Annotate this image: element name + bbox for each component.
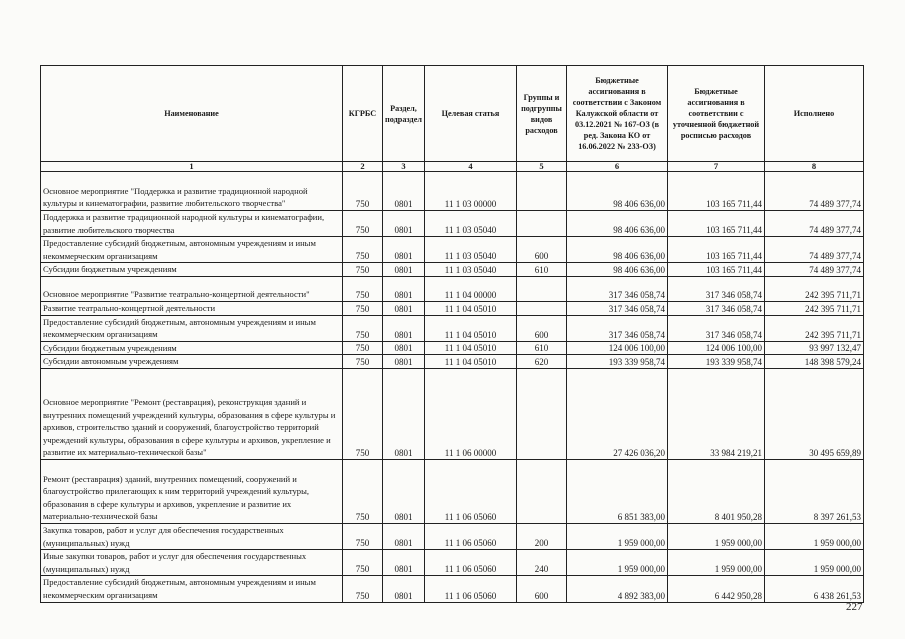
table-row <box>41 263 864 277</box>
cell-name: Развитие театрально-концертной деятельности <box>41 301 343 315</box>
cell-razdel: 0801 <box>383 276 425 301</box>
col-number: 5 <box>517 162 567 172</box>
table-row <box>41 368 864 459</box>
cell-rospis: 193 339 958,74 <box>668 355 765 369</box>
table-row <box>41 276 864 301</box>
table-row <box>41 523 864 549</box>
cell-rospis: 1 959 000,00 <box>668 523 765 549</box>
cell-rospis: 103 165 711,44 <box>668 237 765 263</box>
cell-statya: 11 1 03 05040 <box>425 237 517 263</box>
cell-razdel: 0801 <box>383 315 425 341</box>
cell-budget: 98 406 636,00 <box>567 237 668 263</box>
cell-razdel: 0801 <box>383 341 425 355</box>
cell-vid <box>517 211 567 237</box>
cell-razdel: 0801 <box>383 237 425 263</box>
cell-razdel: 0801 <box>383 459 425 523</box>
cell-vid: 610 <box>517 341 567 355</box>
cell-kgrbs: 750 <box>343 576 383 602</box>
table-row <box>41 315 864 341</box>
cell-budget: 317 346 058,74 <box>567 315 668 341</box>
header-budget: Бюджетные ассигнования в соответствии с Законом Калужской области от 03.12.2021 № 167-ОЗ (в ред. Закона КО от 16.06.2022 № 233-ОЗ) <box>567 66 668 162</box>
cell-kgrbs: 750 <box>343 368 383 459</box>
cell-kgrbs: 750 <box>343 263 383 277</box>
col-number: 2 <box>343 162 383 172</box>
cell-budget: 124 006 100,00 <box>567 341 668 355</box>
column-number-row <box>41 162 864 172</box>
cell-statya: 11 1 04 05010 <box>425 355 517 369</box>
cell-statya: 11 1 06 00000 <box>425 368 517 459</box>
cell-budget: 6 851 383,00 <box>567 459 668 523</box>
cell-razdel: 0801 <box>383 355 425 369</box>
header-razdel: Раздел, подраздел <box>383 66 425 162</box>
header-name: Наименование <box>41 66 343 162</box>
cell-name: Закупка товаров, работ и услуг для обеспечения государственных (муниципальных) нужд <box>41 523 343 549</box>
cell-vid: 620 <box>517 355 567 369</box>
cell-done: 74 489 377,74 <box>765 237 864 263</box>
cell-done: 8 397 261,53 <box>765 459 864 523</box>
cell-rospis: 317 346 058,74 <box>668 315 765 341</box>
cell-budget: 1 959 000,00 <box>567 523 668 549</box>
cell-done: 1 959 000,00 <box>765 550 864 576</box>
cell-name: Предоставление субсидий бюджетным, автономным учреждениям и иным некоммерческим организациям <box>41 315 343 341</box>
header-rospis: Бюджетные ассигнования в соответствии с уточненной бюджетной росписью расходов <box>668 66 765 162</box>
cell-budget: 4 892 383,00 <box>567 576 668 602</box>
cell-rospis: 33 984 219,21 <box>668 368 765 459</box>
table-body <box>41 172 864 603</box>
table-row <box>41 576 864 602</box>
cell-rospis: 103 165 711,44 <box>668 263 765 277</box>
header-statya: Целевая статья <box>425 66 517 162</box>
cell-budget: 27 426 036,20 <box>567 368 668 459</box>
cell-statya: 11 1 03 05040 <box>425 263 517 277</box>
cell-vid <box>517 368 567 459</box>
cell-vid <box>517 459 567 523</box>
header-kgrbs: КГРБС <box>343 66 383 162</box>
cell-vid: 610 <box>517 263 567 277</box>
cell-statya: 11 1 06 05060 <box>425 523 517 549</box>
header-done: Исполнено <box>765 66 864 162</box>
cell-rospis: 103 165 711,44 <box>668 172 765 211</box>
cell-razdel: 0801 <box>383 172 425 211</box>
cell-razdel: 0801 <box>383 301 425 315</box>
cell-done: 242 395 711,71 <box>765 315 864 341</box>
cell-kgrbs: 750 <box>343 301 383 315</box>
cell-statya: 11 1 06 05060 <box>425 550 517 576</box>
cell-kgrbs: 750 <box>343 355 383 369</box>
cell-done: 74 489 377,74 <box>765 263 864 277</box>
cell-name: Предоставление субсидий бюджетным, автономным учреждениям и иным некоммерческим организациям <box>41 576 343 602</box>
cell-done: 242 395 711,71 <box>765 276 864 301</box>
cell-rospis: 8 401 950,28 <box>668 459 765 523</box>
cell-budget: 317 346 058,74 <box>567 276 668 301</box>
cell-statya: 11 1 06 05060 <box>425 459 517 523</box>
cell-name: Поддержка и развитие традиционной народной культуры и кинематографии, развитие любительского творчества <box>41 211 343 237</box>
cell-kgrbs: 750 <box>343 550 383 576</box>
table-row <box>41 301 864 315</box>
col-number: 6 <box>567 162 668 172</box>
header-row <box>41 66 864 162</box>
cell-done: 148 398 579,24 <box>765 355 864 369</box>
table-row <box>41 237 864 263</box>
cell-kgrbs: 750 <box>343 459 383 523</box>
cell-budget: 1 959 000,00 <box>567 550 668 576</box>
cell-statya: 11 1 04 05010 <box>425 301 517 315</box>
cell-kgrbs: 750 <box>343 211 383 237</box>
cell-name: Иные закупки товаров, работ и услуг для обеспечения государственных (муниципальных) нужд <box>41 550 343 576</box>
col-number: 4 <box>425 162 517 172</box>
cell-razdel: 0801 <box>383 523 425 549</box>
cell-name: Ремонт (реставрация) зданий, внутренних помещений, сооружений и благоустройство прилегающих к ним территорий учреждений культуры, образования в сфере культуры и архивов, укрепление и развитие их материально-технической базы <box>41 459 343 523</box>
cell-kgrbs: 750 <box>343 315 383 341</box>
cell-rospis: 103 165 711,44 <box>668 211 765 237</box>
cell-budget: 317 346 058,74 <box>567 301 668 315</box>
cell-vid <box>517 172 567 211</box>
cell-razdel: 0801 <box>383 263 425 277</box>
cell-razdel: 0801 <box>383 211 425 237</box>
cell-rospis: 1 959 000,00 <box>668 550 765 576</box>
cell-name: Субсидии автономным учреждениям <box>41 355 343 369</box>
table-row <box>41 211 864 237</box>
col-number: 8 <box>765 162 864 172</box>
cell-vid <box>517 276 567 301</box>
cell-rospis: 124 006 100,00 <box>668 341 765 355</box>
cell-kgrbs: 750 <box>343 276 383 301</box>
cell-razdel: 0801 <box>383 550 425 576</box>
budget-table <box>40 65 864 603</box>
cell-budget: 98 406 636,00 <box>567 263 668 277</box>
cell-statya: 11 1 06 05060 <box>425 576 517 602</box>
cell-statya: 11 1 03 00000 <box>425 172 517 211</box>
cell-done: 74 489 377,74 <box>765 172 864 211</box>
cell-budget: 193 339 958,74 <box>567 355 668 369</box>
table-row <box>41 341 864 355</box>
cell-razdel: 0801 <box>383 576 425 602</box>
table-row <box>41 550 864 576</box>
header-vid: Группы и подгруппы видов расходов <box>517 66 567 162</box>
cell-name: Основное мероприятие "Поддержка и развитие традиционной народной культуры и кинематографии, развитие любительского творчества" <box>41 172 343 211</box>
table-row <box>41 459 864 523</box>
cell-kgrbs: 750 <box>343 341 383 355</box>
cell-kgrbs: 750 <box>343 523 383 549</box>
cell-budget: 98 406 636,00 <box>567 172 668 211</box>
cell-kgrbs: 750 <box>343 237 383 263</box>
col-number: 3 <box>383 162 425 172</box>
cell-vid: 240 <box>517 550 567 576</box>
cell-done: 93 997 132,47 <box>765 341 864 355</box>
cell-statya: 11 1 04 05010 <box>425 341 517 355</box>
cell-statya: 11 1 04 05010 <box>425 315 517 341</box>
cell-done: 74 489 377,74 <box>765 211 864 237</box>
cell-name: Субсидии бюджетным учреждениям <box>41 341 343 355</box>
cell-vid: 600 <box>517 576 567 602</box>
cell-done: 30 495 659,89 <box>765 368 864 459</box>
cell-budget: 98 406 636,00 <box>567 211 668 237</box>
col-number: 7 <box>668 162 765 172</box>
page-number: 227 <box>846 601 863 613</box>
cell-rospis: 317 346 058,74 <box>668 301 765 315</box>
col-number: 1 <box>41 162 343 172</box>
cell-done: 6 438 261,53 <box>765 576 864 602</box>
cell-kgrbs: 750 <box>343 172 383 211</box>
cell-vid: 600 <box>517 315 567 341</box>
cell-name: Основное мероприятие "Ремонт (реставрация), реконструкция зданий и внутренних помещений учреждений культуры, образования в сфере культуры и архивов, строительство зданий и сооружений, благоустройство территорий учреждений культуры, образования в сфере культуры и архивов, укрепление и развитие их материально-технической базы" <box>41 368 343 459</box>
cell-statya: 11 1 03 05040 <box>425 211 517 237</box>
cell-done: 242 395 711,71 <box>765 301 864 315</box>
cell-name: Основное мероприятие "Развитие театрально-концертной деятельности" <box>41 276 343 301</box>
cell-statya: 11 1 04 00000 <box>425 276 517 301</box>
cell-rospis: 6 442 950,28 <box>668 576 765 602</box>
cell-name: Субсидии бюджетным учреждениям <box>41 263 343 277</box>
table-row <box>41 355 864 369</box>
cell-razdel: 0801 <box>383 368 425 459</box>
cell-vid: 200 <box>517 523 567 549</box>
cell-done: 1 959 000,00 <box>765 523 864 549</box>
table-row <box>41 172 864 211</box>
cell-rospis: 317 346 058,74 <box>668 276 765 301</box>
cell-vid: 600 <box>517 237 567 263</box>
cell-name: Предоставление субсидий бюджетным, автономным учреждениям и иным некоммерческим организациям <box>41 237 343 263</box>
cell-vid <box>517 301 567 315</box>
